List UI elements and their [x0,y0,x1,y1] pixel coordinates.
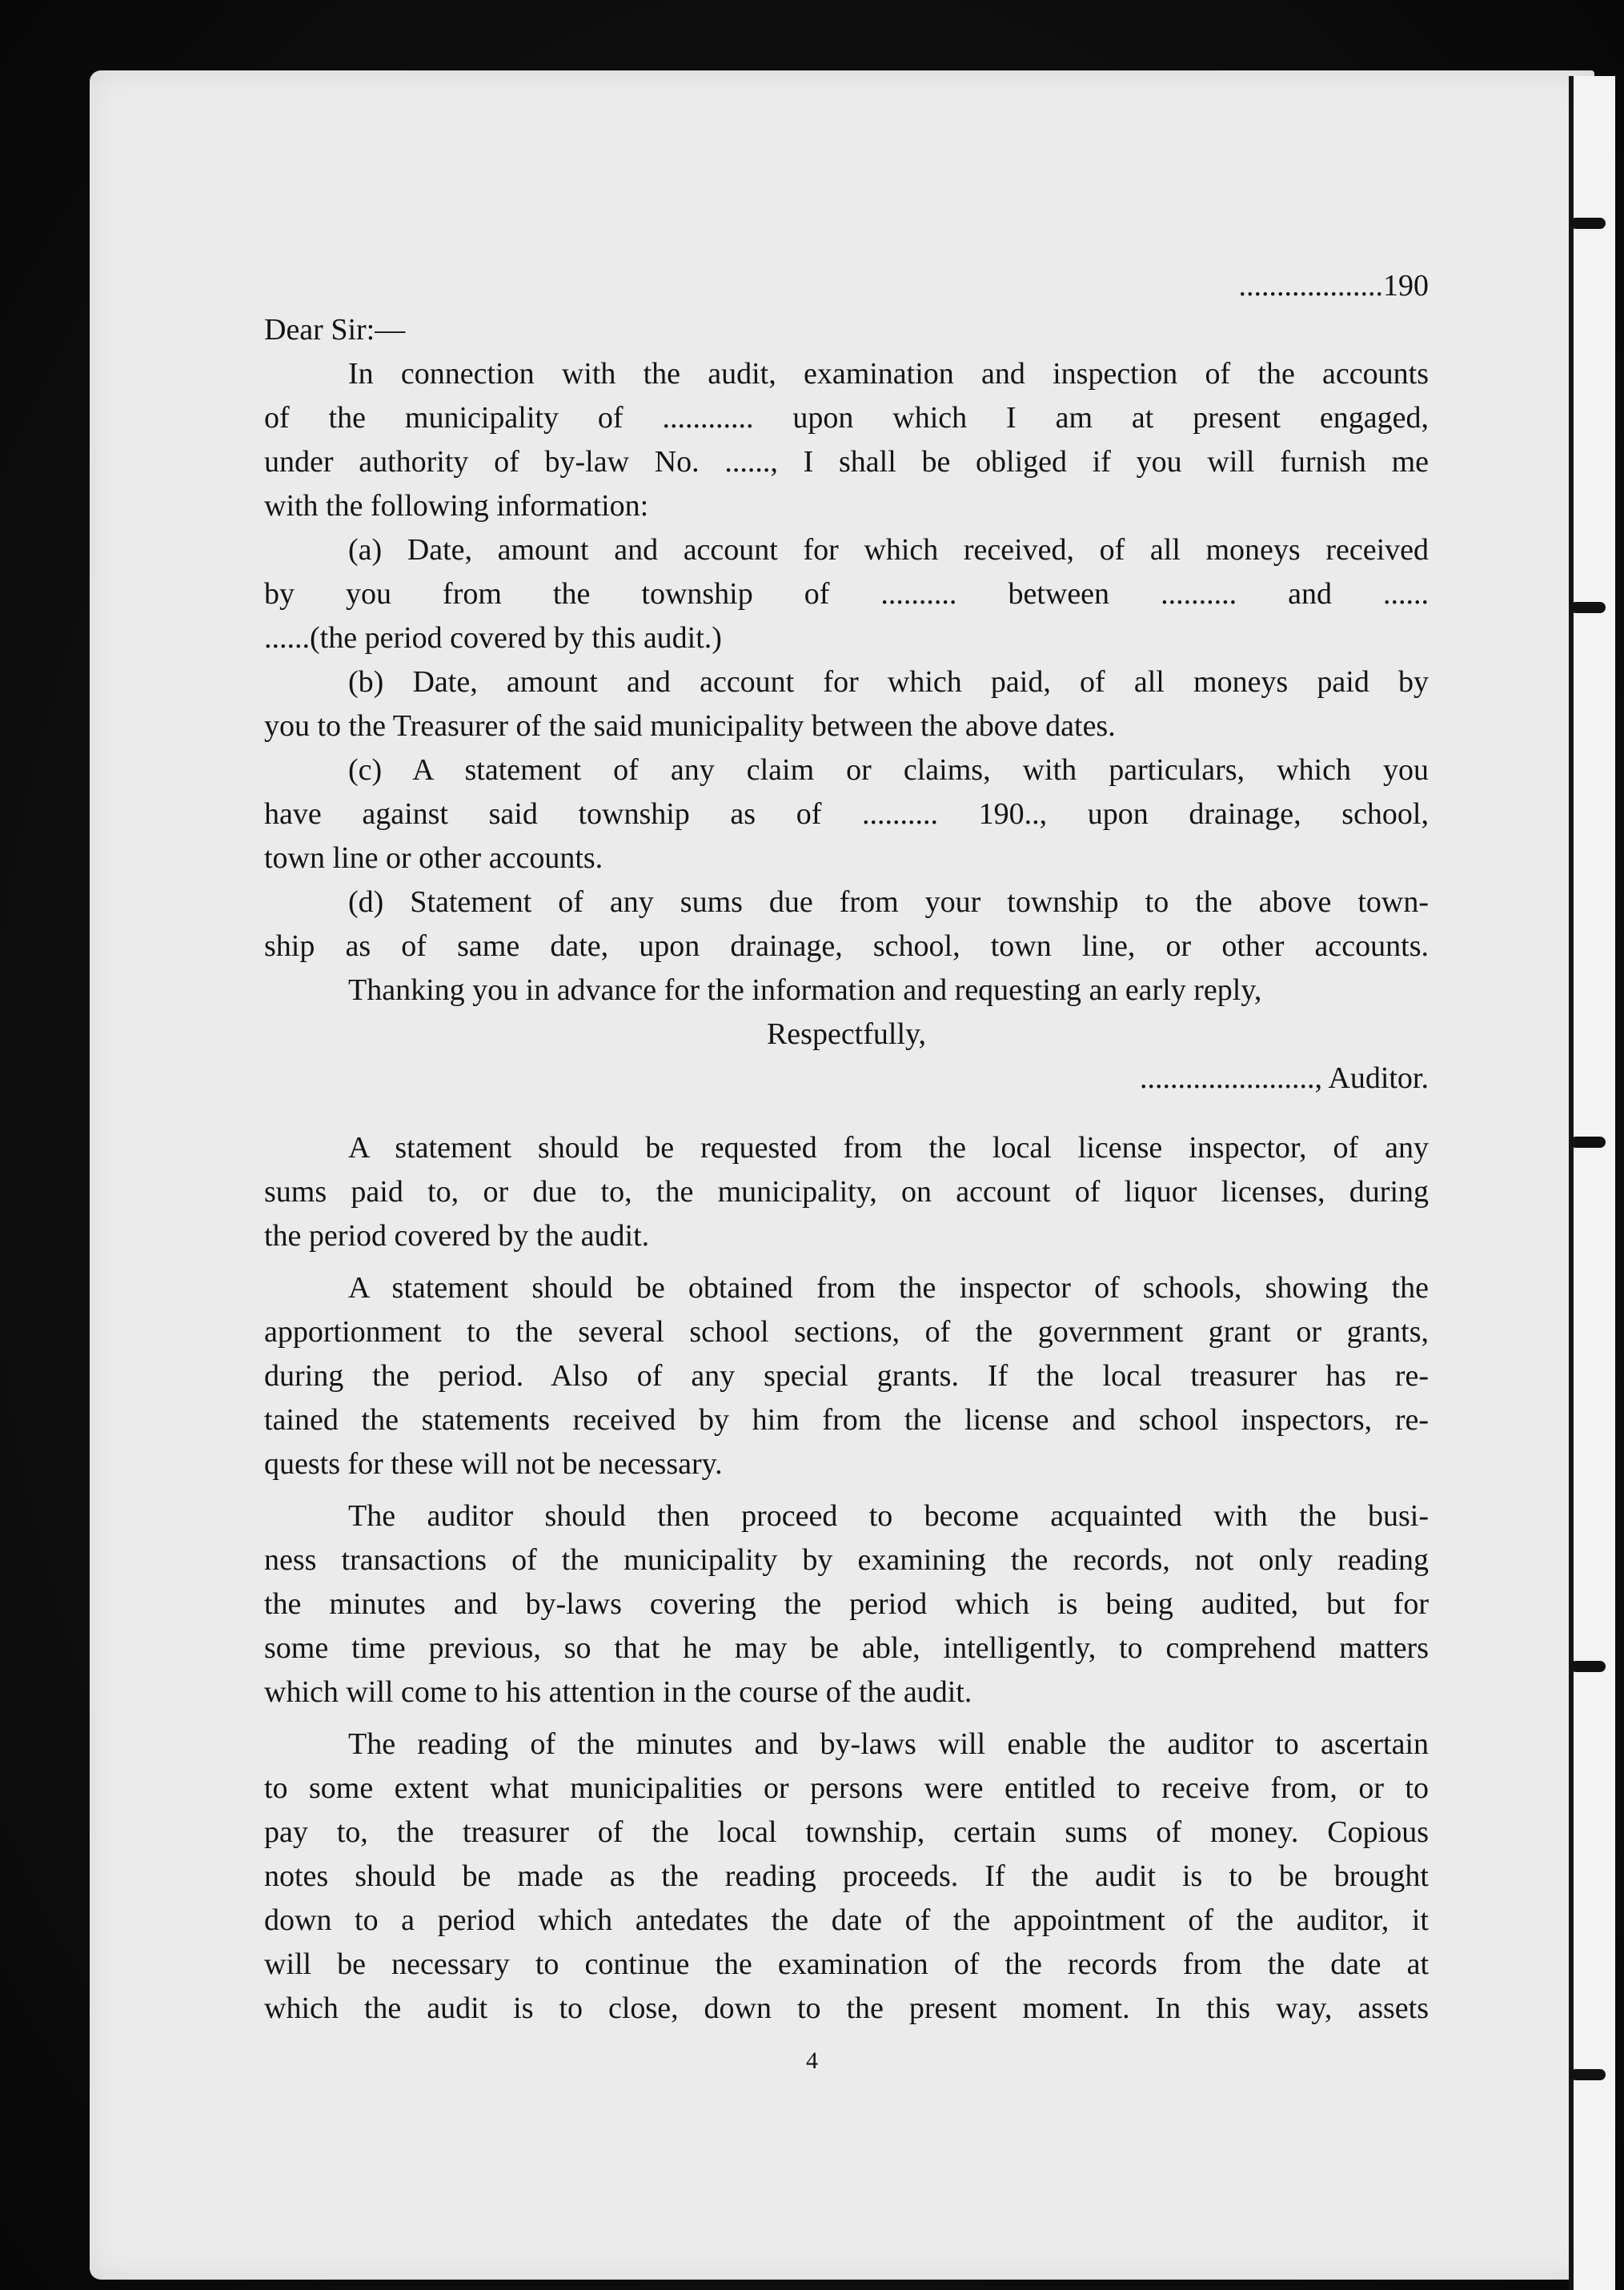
intro-line: with the following information: [264,489,649,523]
paragraph-2-line: apportionment to the several school sections, of the government grant or grants, [264,1315,1429,1349]
paragraph-3-line: some time previous, so that he may be able, intelligently, to comprehend matters [264,1631,1429,1665]
paragraph-1-line: the period covered by the audit. [264,1219,650,1253]
paragraph-4-line: will be necessary to continue the examination of the records from the date at [264,1947,1429,1981]
binding-staple [1570,1137,1606,1148]
paragraph-1-line: sums paid to, or due to, the municipality, on account of liquor licenses, during [264,1175,1429,1209]
valediction: Respectfully, [766,1017,927,1051]
intro-line: In connection with the audit, examination and inspection of the accounts [348,357,1429,391]
item-b-line: you to the Treasurer of the said municipality between the above dates. [264,709,1116,743]
intro-line: of the municipality of ............ upon which I am at present engaged, [264,401,1429,435]
date-line: ...................190 [1238,269,1429,303]
paragraph-2-line: during the period. Also of any special grants. If the local treasurer has re- [264,1359,1429,1393]
paragraph-2-line: tained the statements received by him from the license and school inspectors, re- [264,1403,1429,1437]
paragraph-4-line: to some extent what municipalities or persons were entitled to receive from, or to [264,1771,1429,1805]
item-c-line: town line or other accounts. [264,841,603,875]
item-a-line: ......(the period covered by this audit.) [264,621,722,655]
paragraph-4-line: The reading of the minutes and by-laws will enable the auditor to ascertain [348,1727,1429,1761]
paragraph-4-line: pay to, the treasurer of the local township, certain sums of money. Copious [264,1815,1429,1849]
binding-staple [1570,1661,1606,1672]
page-number: 4 [806,2047,818,2074]
paragraph-1-line: A statement should be requested from the local license inspector, of any [348,1131,1429,1165]
binding-edge [1569,76,1615,2290]
binding-staple [1570,218,1606,229]
paragraph-4-line: notes should be made as the reading proceeds. If the audit is to be brought [264,1859,1429,1893]
item-c-line: have against said township as of .......... 190.., upon drainage, school, [264,797,1429,831]
item-c-line: (c) A statement of any claim or claims, with particulars, which you [348,753,1429,787]
item-a-line: by you from the township of .......... between .......... and ...... [264,577,1429,611]
signature-line: ......................., Auditor. [1139,1061,1429,1095]
intro-line: under authority of by-law No. ......, I shall be obliged if you will furnish me [264,445,1429,479]
paragraph-3-line: which will come to his attention in the course of the audit. [264,1675,972,1709]
paragraph-3-line: the minutes and by-laws covering the period which is being audited, but for [264,1587,1429,1621]
paragraph-3-line: ness transactions of the municipality by examining the records, not only reading [264,1543,1429,1577]
item-d-line: (d) Statement of any sums due from your township to the above town- [348,885,1429,919]
paragraph-4-line: which the audit is to close, down to the present moment. In this way, assets [264,1991,1429,2025]
item-b-line: (b) Date, amount and account for which paid, of all moneys paid by [348,665,1429,699]
paragraph-4-line: down to a period which antedates the date of the appointment of the auditor, it [264,1903,1429,1937]
paragraph-2-line: quests for these will not be necessary. [264,1447,723,1481]
closing-line: Thanking you in advance for the information and requesting an early reply, [348,973,1262,1007]
page-text [264,264,1429,2031]
paragraph-2-line: A statement should be obtained from the inspector of schools, showing the [348,1271,1429,1305]
salutation: Dear Sir:— [264,313,406,347]
item-d-line: ship as of same date, upon drainage, school, town line, or other accounts. [264,929,1429,963]
paragraph-3-line: The auditor should then proceed to become acquainted with the busi- [348,1499,1429,1533]
item-a-line: (a) Date, amount and account for which received, of all moneys received [348,533,1429,567]
binding-staple [1570,602,1606,613]
